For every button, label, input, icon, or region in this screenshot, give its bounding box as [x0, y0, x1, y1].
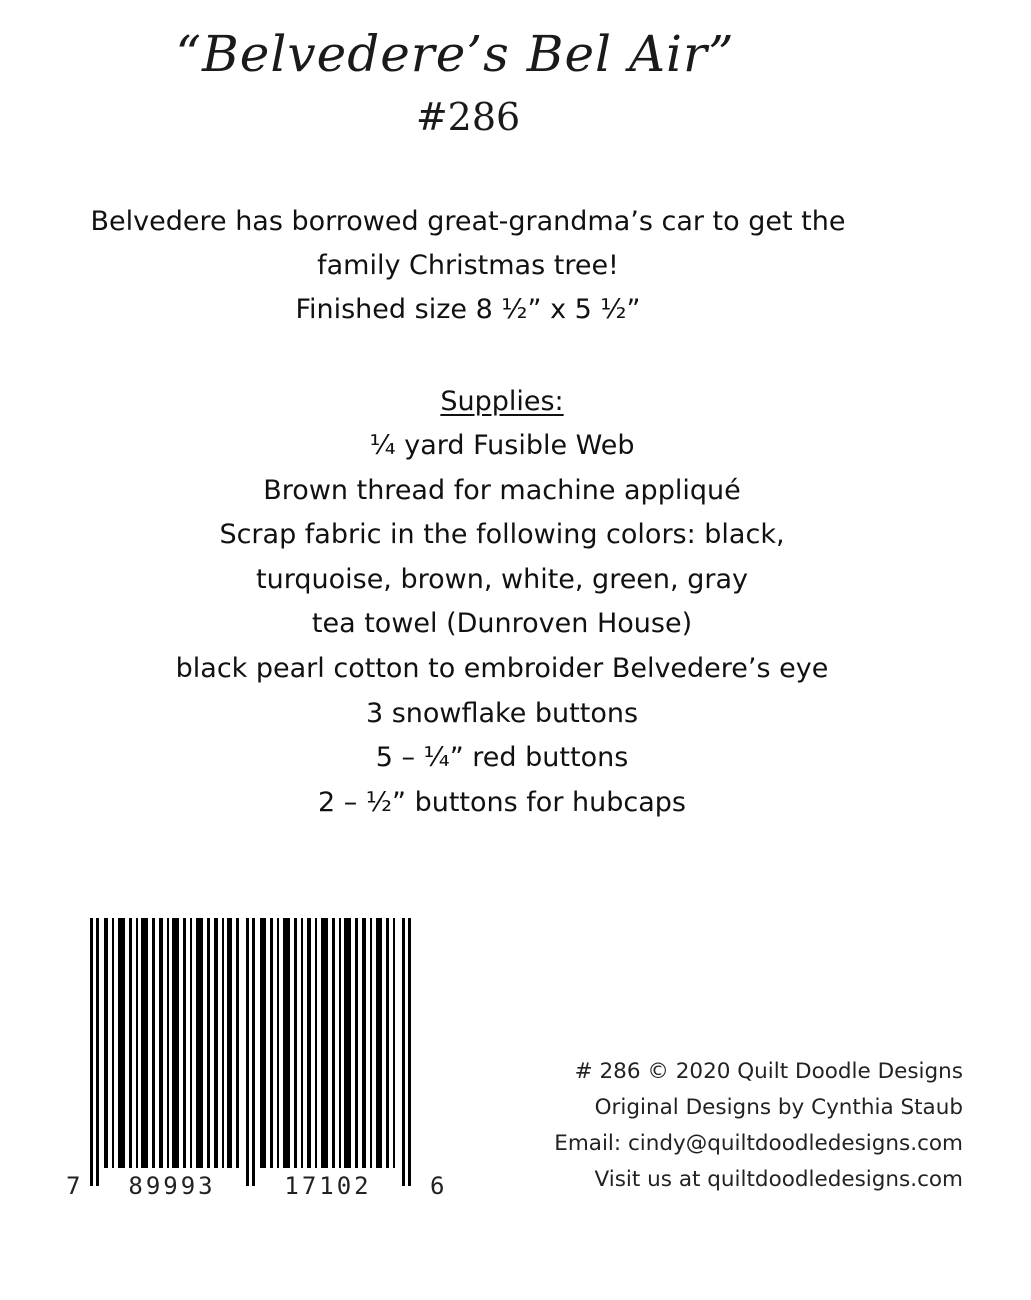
description-line: Finished size 8 ½” x 5 ½” — [295, 294, 641, 325]
barcode-digit-first: 7 — [66, 1172, 81, 1200]
supply-item: Brown thread for machine appliqué — [263, 474, 741, 506]
supply-item: 5 – ¼” red buttons — [375, 742, 629, 774]
supply-item: turquoise, brown, white, green, gray — [256, 563, 748, 595]
designer-line: Original Designs by Cynthia Staub — [594, 1095, 963, 1120]
barcode-digits-right: 17102 — [284, 1172, 372, 1200]
barcode — [60, 918, 460, 1208]
description-line: Belvedere has borrowed great-grandma’s car to get the — [90, 206, 846, 237]
email-line: Email: cindy@quiltdoodledesigns.com — [554, 1131, 963, 1156]
pattern-number: #286 — [415, 95, 521, 139]
supplies-heading: Supplies: — [440, 386, 564, 417]
description — [0, 200, 936, 332]
description-line: family Christmas tree! — [317, 250, 619, 281]
publisher-credits — [554, 1054, 963, 1198]
page-title: “Belvedere’s Bel Air” — [175, 25, 735, 83]
barcode-digits-left: 89993 — [128, 1172, 216, 1200]
supply-item: Scrap fabric in the following colors: black, — [219, 519, 785, 551]
supply-item: 2 – ½” buttons for hubcaps — [318, 786, 686, 818]
barcode-digit-last: 6 — [430, 1172, 445, 1200]
website-line: Visit us at quiltdoodledesigns.com — [594, 1167, 963, 1192]
supply-item: ¼ yard Fusible Web — [369, 430, 635, 461]
copyright-line: # 286 © 2020 Quilt Doodle Designs — [574, 1059, 963, 1084]
supply-item: black pearl cotton to embroider Belvedere’s eye — [175, 652, 829, 684]
supply-item: tea towel (Dunroven House) — [311, 608, 693, 640]
barcode-bars — [90, 918, 411, 1186]
supply-item: 3 snowflake buttons — [365, 697, 639, 729]
supplies-list — [0, 424, 1004, 825]
